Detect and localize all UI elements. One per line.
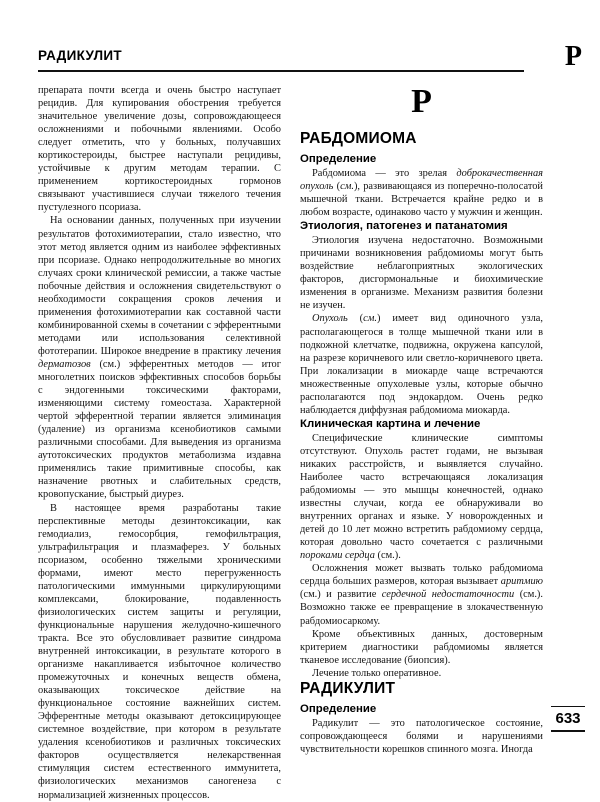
edge-thumb-index-letter: Р — [564, 41, 582, 72]
paragraph-clinical-3: Кроме объективных данных, достоверным критерием диагностики рабдомиомы является тканевое исследование (биопсия). — [300, 628, 543, 666]
definition-paren-open: ( — [333, 181, 341, 193]
term-dermatozov: дерматозов — [38, 358, 91, 370]
cross-reference-see-2: см. — [363, 313, 377, 325]
term-aritmiya: аритмию — [500, 576, 543, 588]
cross-reference-see-1: см. — [340, 181, 354, 193]
clinical-2-tail: (см.). Возможно также ее превращение в злокачественную рабдомиосаркому. — [300, 589, 543, 627]
etiology-tail: ) имеет вид одиночного узла, располагающегося в толще мышечной ткани или в подкожной клетчатке, подвижна, окружена капсулой, на разрезе коричневого или светло-коричневого цвета. При локализации в миокарде чаще встречаются множественные опухолевые узлы, которые обычно располагаются под эндокардом. Очень редко наблюдается диффузная рабдомиома миокарда. — [300, 313, 544, 416]
right-text-column — [300, 84, 543, 756]
header-rule — [38, 70, 524, 72]
paragraph-clinical-4: Лечение только оперативное. — [312, 667, 442, 679]
running-header-title: РАДИКУЛИТ — [38, 48, 122, 63]
subheading-etiologiya: Этиология, патогенез и патанатомия — [300, 220, 508, 233]
paragraph-radikulit-definition: Радикулит — это патологическое состояние, сопровождающееся болями и нарушениями чувствительности корешков спинного мозга. Иногда — [300, 717, 543, 755]
definition-tail: ), развивающаяся из поперечно-полосатой мышечной ткани. Встречается крайне редко и в любом возрасте, одинаково часто у мужчин и женщин. — [300, 181, 543, 219]
paragraph-left-1: препарата почти всегда и очень быстро наступает рецидив. Для купирования обострения требуется значительное увеличение дозы, сопровождающееся осложнениями и побочными явлениями. Особо следует отметить, что у больных, получавших кортикостероиды, быстрее наступали рецидивы, устойчивые к другим методам терапии. С применением кортикостероидных гормонов связывают участившиеся случаи тяжелого течения пустулезного псориаза. — [38, 85, 281, 214]
entry-title-radikulit: РАДИКУЛИТ — [300, 679, 396, 697]
etiology-paren-open: ( — [347, 313, 364, 325]
running-header — [38, 48, 562, 74]
page-number: 633 — [555, 710, 581, 728]
paragraph-rabdomioma-definition — [300, 167, 543, 219]
left-text-column — [38, 84, 281, 802]
paragraph-etiology-1: Этиология изучена недостаточно. Возможными причинами возникновения рабдомиомы могут быть воздействие неблагоприятных экологических факторов, дисгормональные и биохимические изменения в организме. Механизм развития болезни не изучен. — [300, 235, 543, 312]
paragraph-clinical-2 — [300, 562, 543, 627]
paragraph-etiology-2 — [300, 312, 543, 416]
subheading-opredelenie-2: Определение — [300, 702, 377, 715]
definition-lead: Рабдомиома — это зрелая — [312, 168, 457, 179]
clinical-1-tail: (см.). — [374, 550, 401, 562]
paragraph-left-2 — [38, 214, 281, 501]
clinical-1-lead: Специфические клинические симптомы отсутствуют. Опухоль растет годами, не вызывая никаких расстройств, и выявляется случайно. Наиболее часто встречающаяся локализация рабдомиомы — это мышцы конечностей, однако известны случаи, когда ее обнаруживали во внутренних органах и языке. У новорожденных и детей до 10 лет можно встретить рабдомиому сердца, которая довольно часто сочетается с различными — [300, 432, 543, 549]
term-serdechnaya-nedostatochnost: сердечной недостаточности — [381, 589, 515, 601]
paragraph-left-2-tail: (см.) эфферентных методов — итог многолетних поисков эффективных способов борьбы с эндогенными токсическими факторами, изменяющими систему гомеостаза. Характерной чертой эфферентной терапии является элиминация (удаление) из организма ксенобиотиков самыми различными способами. Для выведения из организма аутотоксических продуктов метаболизма издавна применялись такие примитивные способы, как назначение рвотных и слабительных средств, кровопускание, быстрый диурез. — [38, 358, 281, 501]
subheading-klinicheskaya-kartina: Клиническая картина и лечение — [300, 417, 481, 430]
paragraph-left-2-lead: На основании данных, полученных при изучении результатов фотохимиотерапии, стало известно, что этот метод является одним из наиболее эффективных при псориазе. Однако непродолжительные во многих случаях сроки клинической ремиссии, а также частые побочные действия и осложнения свидетельствуют о необходимости сокращения сроков лечения и применения фотохимиотерапии как составной части комбинированной схемы в сочетании с эфферентными методами или использования селективной фототерапии. Широкое внедрение в практику лечения — [38, 215, 281, 357]
paragraph-clinical-1 — [300, 432, 543, 562]
folio-rule-bottom — [551, 730, 585, 731]
page-folio — [546, 706, 590, 732]
subheading-opredelenie-1: Определение — [300, 153, 377, 165]
clinical-2-lead: Осложнения может вызвать только рабдомиома сердца больших размеров, которая вызывает — [300, 563, 543, 588]
term-opukhol: Опухоль — [312, 313, 348, 325]
section-letter-heading: Р — [411, 83, 432, 120]
term-porokami-serdtsa: пороками сердца — [300, 550, 375, 562]
entry-title-rabdomioma: РАБДОМИОМА — [300, 130, 417, 147]
clinical-2-mid: (см.) и развитие — [300, 589, 382, 601]
term-benign-tumor: доброкачественная опухоль — [300, 168, 543, 193]
paragraph-left-3: В настоящее время разработаны такие перспективные методы дезинтоксикации, как гемодиализ, гемосорбция, гемофильтрация, ультрафильтрация и плазмаферез. У больных псориазом, особенно тяжелыми хроническими формами, имеют место перегруженность патологическими иммунными циркулирующими комплексами, блокирование, подавленность физиологических систем защиты и регуляции, функциональные нарушения желудочно-кишечного тракта. Все это обусловливает развитие синдрома внутренней интоксикации, в результате которого в организме накапливается избыточное количество промежуточных и конечных веществ обмена, оказывающих токсическое действие на функциональное состояние важнейших систем. Эфферентные методы оказывают детоксицирующее системное воздействие, при котором в результате удаления ксенобиотиков и различных токсических факторов осуществляется нелекарственная стимуляция систем естественного иммунитета, физиологических механизмов саногенеза с нормализацией жизненных процессов. — [38, 502, 281, 801]
